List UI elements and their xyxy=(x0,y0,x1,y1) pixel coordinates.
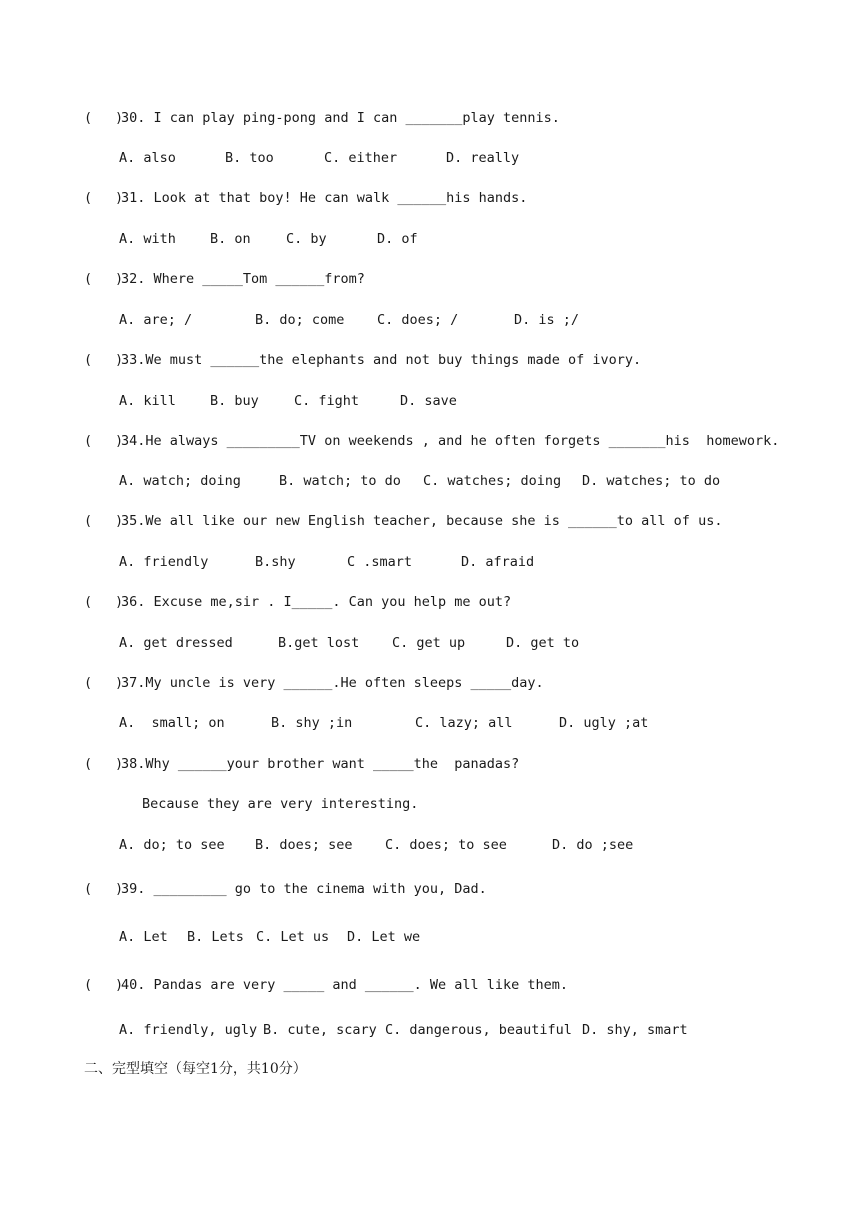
option: B. Lets xyxy=(187,929,244,945)
option: A. friendly, ugly xyxy=(119,1022,258,1038)
answer-paren: ) xyxy=(115,433,124,449)
option: D. save xyxy=(400,393,457,409)
question-stem: 38.Why ______your brother want _____the panadas? xyxy=(121,756,520,772)
answer-paren: ( xyxy=(84,594,93,610)
question-stem: 32. Where _____Tom ______from? xyxy=(121,271,365,287)
answer-paren: ) xyxy=(115,271,124,287)
option: C. by xyxy=(286,231,327,247)
answer-paren: ( xyxy=(84,352,93,368)
question-stem: 30. I can play ping-pong and I can _______play tennis. xyxy=(121,110,560,126)
option: C. Let us xyxy=(256,929,330,945)
option: A. get dressed xyxy=(119,635,233,651)
option: B. on xyxy=(210,231,251,247)
answer-paren: ( xyxy=(84,513,93,529)
answer-paren: ( xyxy=(84,110,93,126)
question-stem: 40. Pandas are very _____ and ______. We all like them. xyxy=(121,977,569,993)
answer-paren: ) xyxy=(115,352,124,368)
option: A. friendly xyxy=(119,554,209,570)
option: A. also xyxy=(119,150,176,166)
option: A. are; / xyxy=(119,312,193,328)
option: D. afraid xyxy=(461,554,535,570)
answer-paren: ) xyxy=(115,513,124,529)
question-stem: 33.We must ______the elephants and not buy things made of ivory. xyxy=(121,352,642,368)
option: A. kill xyxy=(119,393,176,409)
answer-paren: ( xyxy=(84,977,93,993)
option: D. ugly ;at xyxy=(559,715,649,731)
option: A. with xyxy=(119,231,176,247)
question-stem: 37.My uncle is very ______.He often sleeps _____day. xyxy=(121,675,544,691)
answer-paren: ) xyxy=(115,190,124,206)
option: B. do; come xyxy=(255,312,345,328)
option: C. watches; doing xyxy=(423,473,562,489)
option: C. lazy; all xyxy=(415,715,513,731)
option: D. shy, smart xyxy=(582,1022,688,1038)
option: B.get lost xyxy=(278,635,360,651)
option: D. watches; to do xyxy=(582,473,721,489)
option: C. dangerous, beautiful xyxy=(385,1022,572,1038)
option: B. cute, scary xyxy=(263,1022,377,1038)
option: C. does; to see xyxy=(385,837,507,853)
option: A. do; to see xyxy=(119,837,225,853)
answer-paren: ( xyxy=(84,881,93,897)
answer-paren: ) xyxy=(115,977,124,993)
option: B. does; see xyxy=(255,837,353,853)
answer-paren: ) xyxy=(115,881,124,897)
question-stem: 39. _________ go to the cinema with you, Dad. xyxy=(121,881,487,897)
answer-paren: ( xyxy=(84,433,93,449)
answer-paren: ) xyxy=(115,675,124,691)
option: C. does; / xyxy=(377,312,459,328)
answer-paren: ( xyxy=(84,271,93,287)
option: D. Let we xyxy=(347,929,421,945)
option: B. too xyxy=(225,150,274,166)
option: D. is ;/ xyxy=(514,312,580,328)
question-stem: 31. Look at that boy! He can walk ______his hands. xyxy=(121,190,528,206)
option: C. get up xyxy=(392,635,466,651)
option: C .smart xyxy=(347,554,413,570)
answer-paren: ( xyxy=(84,190,93,206)
question-stem: 34.He always _________TV on weekends , and he often forgets _______his homework. xyxy=(121,433,780,449)
option: C. either xyxy=(324,150,398,166)
option: B. watch; to do xyxy=(279,473,401,489)
option: B. buy xyxy=(210,393,259,409)
option: A. small; on xyxy=(119,715,225,731)
option: D. get to xyxy=(506,635,580,651)
answer-paren: ) xyxy=(115,756,124,772)
answer-paren: ) xyxy=(115,110,124,126)
section-title: 二、完型填空（每空1分，共10分） xyxy=(84,1061,307,1077)
option: A. watch; doing xyxy=(119,473,241,489)
option: D. really xyxy=(446,150,520,166)
question-stem: 35.We all like our new English teacher, because she is ______to all of us. xyxy=(121,513,723,529)
option: D. of xyxy=(377,231,418,247)
option: B.shy xyxy=(255,554,296,570)
answer-paren: ( xyxy=(84,675,93,691)
option: C. fight xyxy=(294,393,360,409)
answer-paren: ) xyxy=(115,594,124,610)
question-stem: 36. Excuse me,sir . I_____. Can you help me out? xyxy=(121,594,512,610)
option: B. shy ;in xyxy=(271,715,353,731)
option: D. do ;see xyxy=(552,837,634,853)
answer-paren: ( xyxy=(84,756,93,772)
question-extra: Because they are very interesting. xyxy=(142,796,419,812)
option: A. Let xyxy=(119,929,168,945)
